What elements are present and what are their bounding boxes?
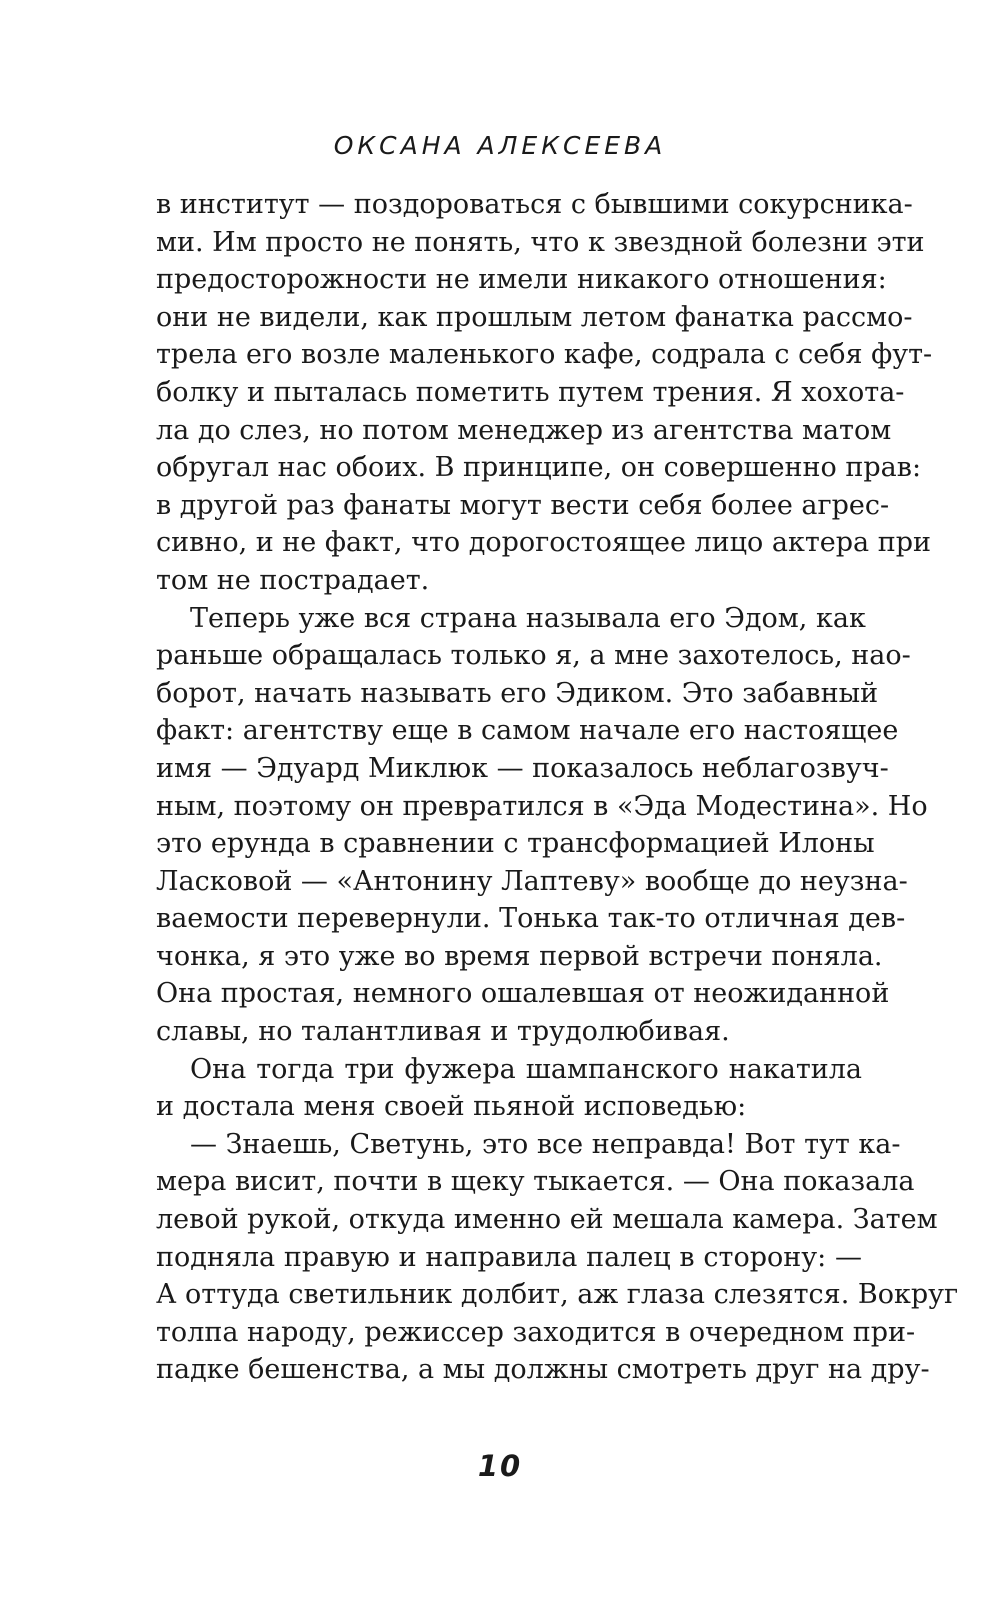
text-line: чонка, я это уже во время первой встречи поняла. — [156, 940, 883, 972]
text-line: — Знаешь, Светунь, это все неправда! Вот тут ка- — [190, 1128, 901, 1160]
text-line: имя — Эдуард Миклюк — показалось неблагозвуч- — [156, 752, 889, 784]
text-line: и достала меня своей пьяной исповедью: — [156, 1091, 747, 1123]
body-text — [156, 186, 959, 1389]
text-line: раньше обращалась только я, а мне захотелось, нао- — [156, 640, 911, 672]
text-line: предосторожности не имели никакого отношения: — [156, 264, 887, 296]
text-line: сивно, и не факт, что дорогостоящее лицо актера при — [156, 527, 931, 559]
text-line: ми. Им просто не понять, что к звездной болезни эти — [156, 226, 925, 258]
text-line: в другой раз фанаты могут вести себя более агрес- — [156, 489, 890, 521]
text-line: трела его возле маленького кафе, содрала с себя фут- — [156, 339, 933, 371]
text-line: ным, поэтому он превратился в «Эда Модестина». Но — [156, 790, 928, 822]
text-line: толпа народу, режиссер заходится в очередном при- — [156, 1316, 916, 1348]
text-line: падке бешенства, а мы должны смотреть друг на дру- — [156, 1354, 930, 1386]
page-number: 10 — [477, 1449, 523, 1483]
text-line: славы, но талантливая и трудолюбивая. — [156, 1016, 730, 1048]
text-line: левой рукой, откуда именно ей мешала камера. Затем — [156, 1204, 938, 1236]
text-line: они не видели, как прошлым летом фанатка рассмо- — [156, 301, 913, 333]
text-line: Ласковой — «Антонину Лаптеву» вообще до неузна- — [156, 865, 908, 897]
text-line: Она простая, немного ошалевшая от неожиданной — [156, 978, 890, 1010]
text-line: ваемости перевернули. Тонька так-то отличная дев- — [156, 903, 906, 935]
text-line: борот, начать называть его Эдиком. Это забавный — [156, 677, 879, 709]
text-line: А оттуда светильник долбит, аж глаза слезятся. Вокруг — [156, 1279, 959, 1311]
text-line: том не пострадает. — [156, 564, 430, 596]
text-line: Она тогда три фужера шампанского накатила — [190, 1053, 862, 1085]
text-line: факт: агентству еще в самом начале его настоящее — [156, 715, 899, 747]
text-line: ла до слез, но потом менеджер из агентства матом — [156, 414, 892, 446]
text-line: мера висит, почти в щеку тыкается. — Она показала — [156, 1166, 915, 1198]
text-line: обругал нас обоих. В принципе, он совершенно прав: — [156, 452, 922, 484]
running-head-author: ОКСАНА АЛЕКСЕЕВА — [333, 131, 667, 160]
text-line: подняла правую и направила палец в сторону: — — [156, 1241, 862, 1273]
text-line: Теперь уже вся страна называла его Эдом, как — [190, 602, 866, 634]
text-line: это ерунда в сравнении с трансформацией Илоны — [156, 828, 875, 860]
text-line: болку и пыталась пометить путем трения. Я хохота- — [156, 376, 905, 408]
text-line: в институт — поздороваться с бывшими сокурсника- — [156, 189, 913, 220]
